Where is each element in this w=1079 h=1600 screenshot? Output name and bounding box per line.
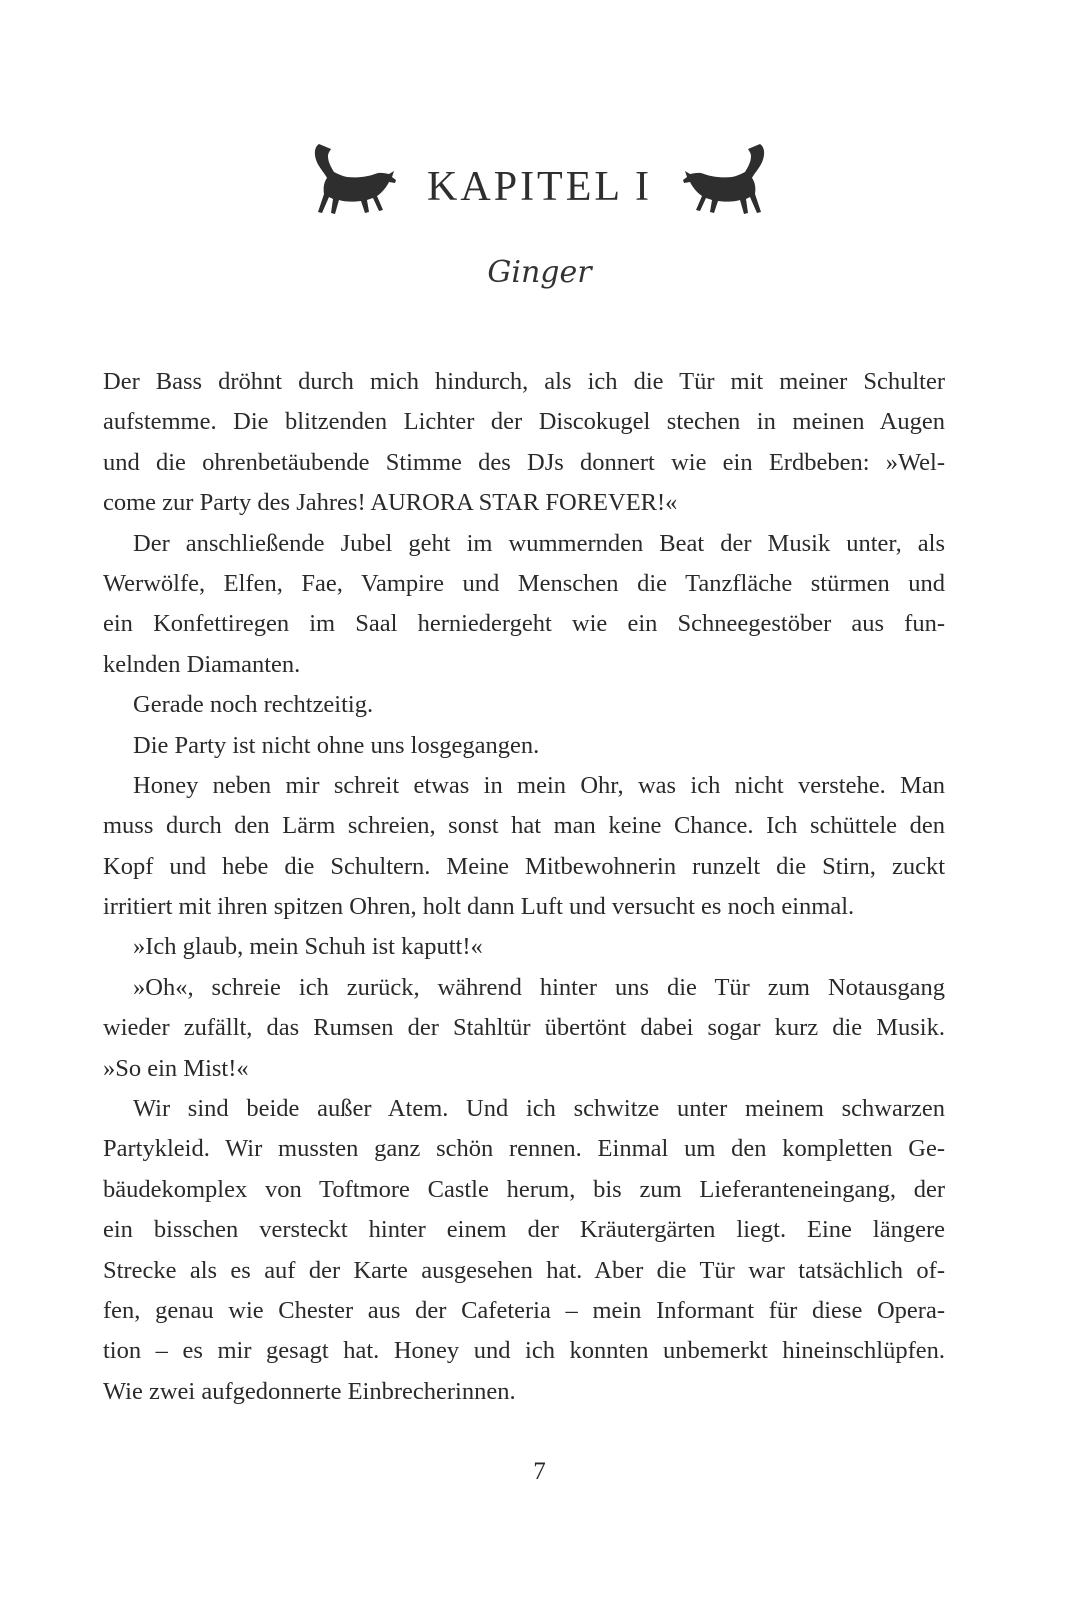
text-line: Wie zwei aufgedonnerte Einbrecherinnen. [103,1377,516,1405]
text-line: Der Bass dröhnt durch mich hindurch, als ich die Tür mit meiner Schulter [103,368,945,395]
text-line: muss durch den Lärm schreien, sonst hat man keine Chance. Ich schüttele den [103,812,945,840]
paragraph [103,524,945,686]
chapter-header [0,130,1079,230]
text-line: ein bisschen versteckt hinter einem der Kräutergärten liegt. Eine längere [103,1216,945,1244]
text-line: Der anschließende Jubel geht im wummernden Beat der Musik unter, als [133,529,945,557]
text-line: tion – es mir gesagt hat. Honey und ich konnten unbemerkt hineinschlüpfen. [103,1337,945,1365]
text-line: aufstemme. Die blitzenden Lichter der Discokugel stechen in meinen Augen [103,408,945,436]
text-line: Partykleid. Wir mussten ganz schön rennen. Einmal um den kompletten Ge- [103,1135,945,1163]
paragraph [103,362,945,524]
text-line: Gerade noch rechtzeitig. [133,691,374,719]
cat-left-icon [311,138,401,222]
text-line: Wir sind beide außer Atem. Und ich schwitze unter meinem schwarzen [133,1095,945,1123]
text-line: Die Party ist nicht ohne uns losgegangen. [133,731,540,759]
cat-right-icon [678,138,768,222]
text-line: fen, genau wie Chester aus der Cafeteria – mein Informant für diese Opera- [103,1296,945,1324]
page-number: 7 [533,1458,546,1485]
text-line: irritiert mit ihren spitzen Ohren, holt dann Luft und versucht es noch einmal. [103,893,855,921]
paragraph [103,968,945,1089]
text-line: come zur Party des Jahres! AURORA STAR FOREVER!« [103,489,678,517]
text-line: ein Konfettiregen im Saal herniedergeht wie ein Schneegestöber aus fun- [103,610,945,638]
text-line: Werwölfe, Elfen, Fae, Vampire und Menschen die Tanzfläche stürmen und [103,569,945,597]
text-line: »Oh«, schreie ich zurück, während hinter uns die Tür zum Notausgang [133,973,945,1001]
text-line: bäudekomplex von Toftmore Castle herum, bis zum Lieferanteneingang, der [103,1175,945,1203]
chapter-subtitle: Ginger [487,255,592,290]
text-line: Strecke als es auf der Karte ausgesehen hat. Aber die Tür war tatsächlich of- [103,1256,945,1284]
paragraph [103,726,945,766]
text-line: »Ich glaub, mein Schuh ist kaputt!« [133,933,483,961]
text-line: wieder zufällt, das Rumsen der Stahltür übertönt dabei sogar kurz die Musik. [103,1014,945,1042]
paragraph [103,766,945,928]
text-line: Honey neben mir schreit etwas in mein Ohr, was ich nicht verstehe. Man [133,771,945,799]
text-line: Kopf und hebe die Schultern. Meine Mitbewohnerin runzelt die Stirn, zuckt [103,852,945,880]
paragraph [103,927,945,967]
text-line: und die ohrenbetäubende Stimme des DJs donnert wie ein Erdbeben: »Wel- [103,448,945,476]
paragraph [103,1089,945,1412]
paragraph [103,685,945,725]
text-line: »So ein Mist!« [103,1054,249,1082]
chapter-title: KAPITEL I [427,164,652,210]
text-line: kelnden Diamanten. [103,650,301,678]
body-text [103,362,945,1412]
